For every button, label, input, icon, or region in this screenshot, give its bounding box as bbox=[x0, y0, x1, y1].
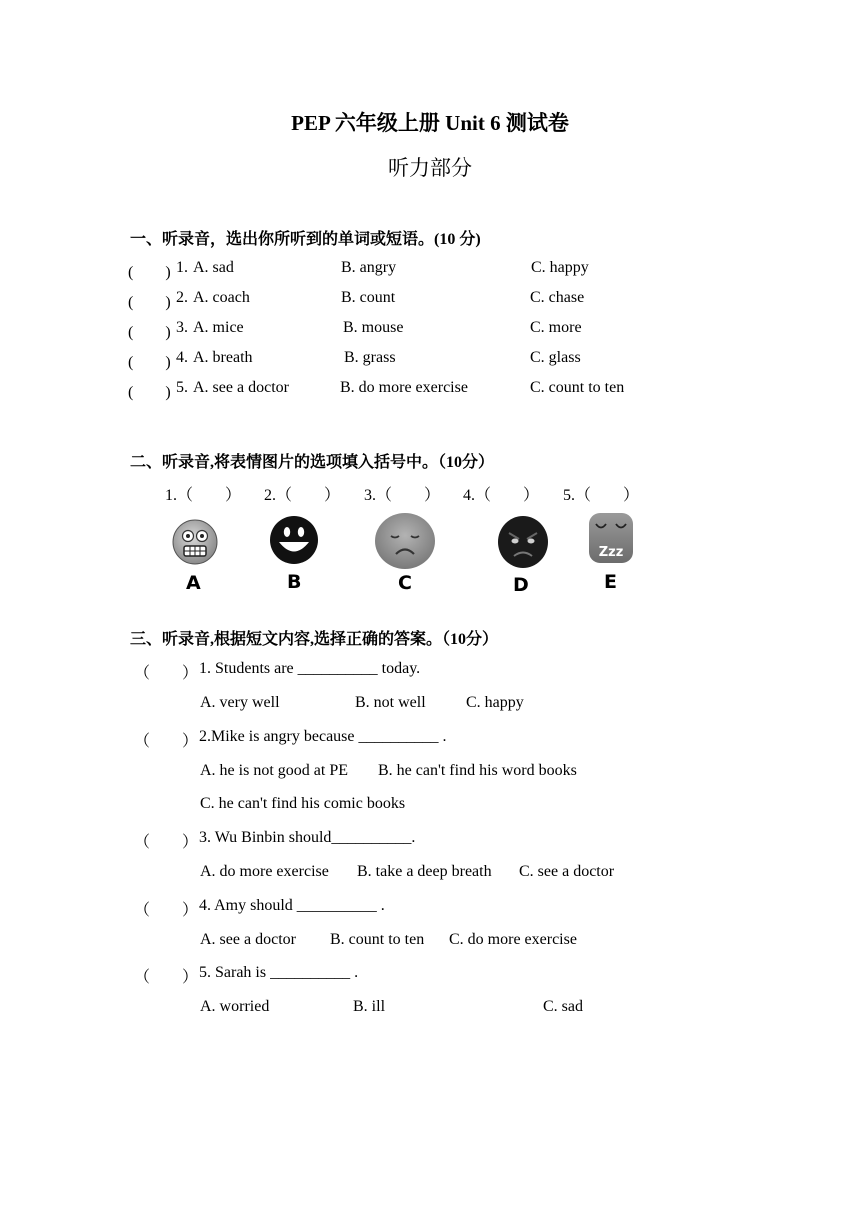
option: C. he can't find his comic books bbox=[200, 795, 406, 812]
option: A. very well bbox=[200, 694, 280, 711]
option: B. he can't find his word books bbox=[378, 762, 577, 779]
face-label-b: B bbox=[287, 571, 302, 593]
question-number: 3. bbox=[176, 319, 188, 336]
scared-face-icon bbox=[171, 518, 219, 566]
face-label-c: C bbox=[398, 572, 412, 594]
answer-blank[interactable]: ( ) bbox=[128, 264, 171, 281]
question-number: 2. bbox=[176, 289, 188, 306]
answer-blank[interactable]: ( ) bbox=[128, 294, 171, 311]
option-a: A. breath bbox=[193, 349, 253, 366]
option: C. sad bbox=[543, 998, 583, 1015]
question-stem: 3. Wu Binbin should__________. bbox=[199, 829, 416, 846]
svg-text:Zzz: Zzz bbox=[598, 545, 624, 560]
answer-slot-3[interactable]: 3.（ ） bbox=[364, 487, 441, 504]
question-stem: 5. Sarah is __________ . bbox=[199, 964, 359, 981]
option-b: B. do more exercise bbox=[340, 379, 468, 396]
option: A. see a doctor bbox=[200, 931, 296, 948]
answer-slot-4[interactable]: 4.（ ） bbox=[463, 487, 540, 504]
option: B. count to ten bbox=[330, 931, 425, 948]
answer-blank[interactable]: （ ） bbox=[134, 665, 199, 682]
option: A. do more exercise bbox=[200, 863, 329, 880]
option-c: C. happy bbox=[531, 259, 589, 276]
answer-blank[interactable]: （ ） bbox=[134, 969, 199, 986]
answer-blank[interactable]: ( ) bbox=[128, 324, 171, 341]
option-c: C. more bbox=[530, 319, 582, 336]
angry-face-icon bbox=[497, 515, 549, 569]
page-subtitle: 听力部分 bbox=[388, 156, 472, 180]
option: A. worried bbox=[200, 998, 270, 1015]
question-stem: 2.Mike is angry because __________ . bbox=[199, 728, 447, 745]
option-b: B. mouse bbox=[343, 319, 404, 336]
option-a: A. mice bbox=[193, 319, 244, 336]
option-b: B. angry bbox=[341, 259, 397, 276]
option-c: C. glass bbox=[530, 349, 581, 366]
page-title: PEP 六年级上册 Unit 6 测试卷 bbox=[291, 111, 569, 135]
option-b: B. count bbox=[341, 289, 396, 306]
section2-heading: 二、听录音,将表情图片的选项填入括号中。（10分） bbox=[130, 454, 495, 471]
option-c: C. chase bbox=[530, 289, 585, 306]
sad-face-icon bbox=[374, 512, 436, 570]
option-a: A. see a doctor bbox=[193, 379, 289, 396]
tired-face-icon bbox=[588, 512, 634, 564]
question-number: 1. bbox=[176, 259, 188, 276]
answer-blank[interactable]: （ ） bbox=[134, 733, 199, 750]
option-b: B. grass bbox=[344, 349, 396, 366]
option: B. take a deep breath bbox=[357, 863, 492, 880]
question-number: 5. bbox=[176, 379, 188, 396]
answer-blank[interactable]: ( ) bbox=[128, 384, 171, 401]
face-label-d: D bbox=[513, 574, 529, 596]
section3-heading: 三、听录音,根据短文内容,选择正确的答案。（10分） bbox=[130, 631, 499, 648]
answer-blank[interactable]: （ ） bbox=[134, 902, 199, 919]
happy-face-icon bbox=[269, 515, 319, 565]
option: B. not well bbox=[355, 694, 426, 711]
question-stem: 4. Amy should __________ . bbox=[199, 897, 385, 914]
option-c: C. count to ten bbox=[530, 379, 625, 396]
option: A. he is not good at PE bbox=[200, 762, 348, 779]
option: B. ill bbox=[353, 998, 386, 1015]
option: C. happy bbox=[466, 694, 524, 711]
option-a: A. sad bbox=[193, 259, 234, 276]
answer-slot-1[interactable]: 1.（ ） bbox=[165, 487, 242, 504]
face-label-e: E bbox=[604, 571, 617, 593]
option: C. see a doctor bbox=[519, 863, 615, 880]
option-a: A. coach bbox=[193, 289, 250, 306]
answer-slot-5[interactable]: 5.（ ） bbox=[563, 487, 640, 504]
answer-blank[interactable]: （ ） bbox=[134, 834, 199, 851]
section1-heading: 一、听录音，选出你所听到的单词或短语。(10 分) bbox=[130, 231, 481, 248]
option: C. do more exercise bbox=[449, 931, 577, 948]
question-number: 4. bbox=[176, 349, 188, 366]
question-stem: 1. Students are __________ today. bbox=[199, 660, 421, 677]
answer-slot-2[interactable]: 2.（ ） bbox=[264, 487, 341, 504]
answer-blank[interactable]: ( ) bbox=[128, 354, 171, 371]
face-label-a: A bbox=[186, 572, 201, 594]
